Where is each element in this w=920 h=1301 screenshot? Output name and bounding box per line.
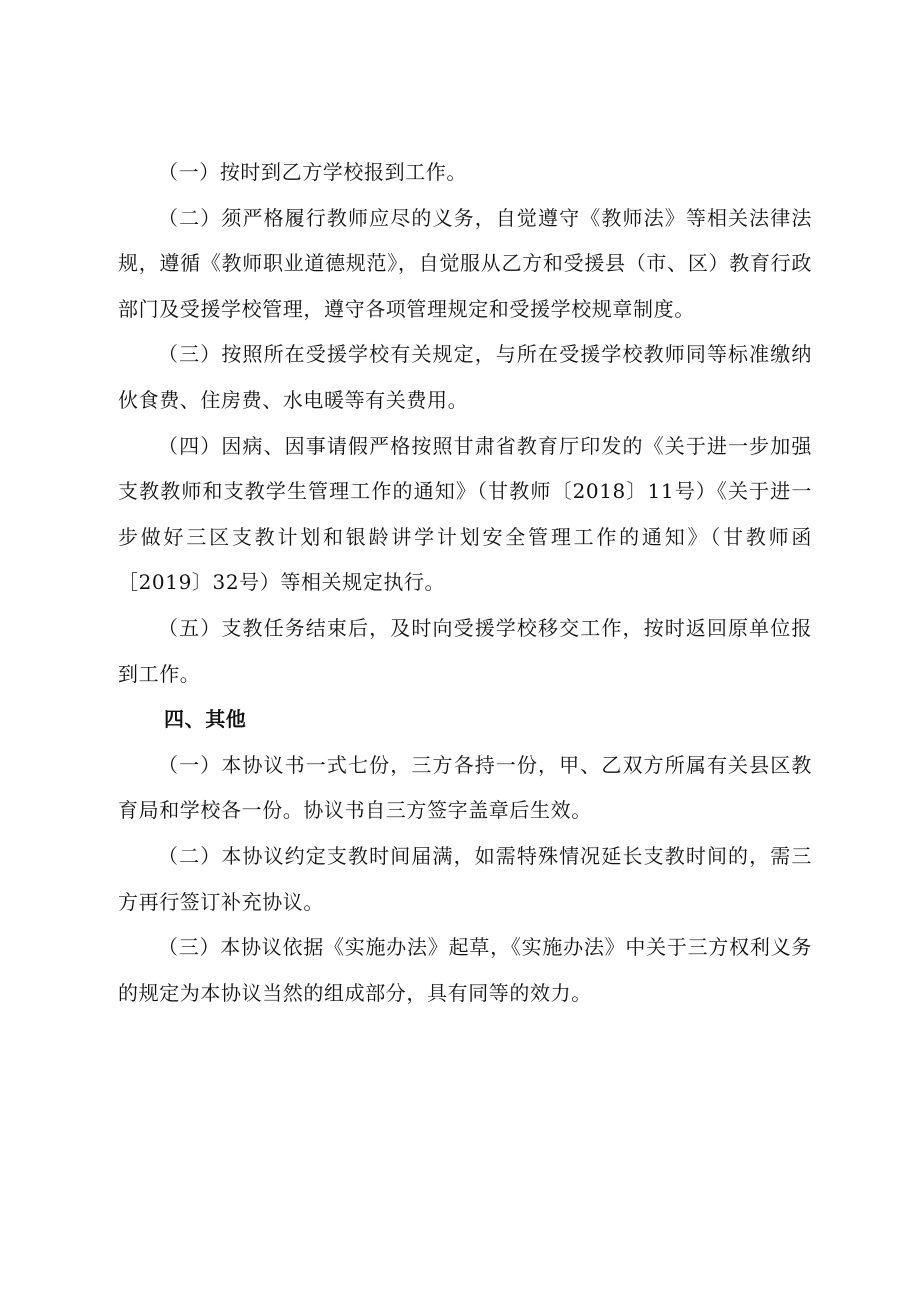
section-heading-other: 四、其他 (164, 707, 247, 732)
document-page (118, 150, 812, 1016)
paragraph-other-1: （一）本协议书一式七份，三方各持一份，甲、乙双方所属有关县区教育局和学校各一份。协议书自三方签字盖章后生效。 (118, 752, 812, 823)
paragraph-obligation-3: （三）按照所在受援学校有关规定，与所在受援学校教师同等标准缴纳伙食费、住房费、水电暖等有关费用。 (118, 342, 812, 412)
paragraph-other-3: （三）本协议依据《实施办法》起草，《实施办法》中关于三方权利义务的规定为本协议当然的组成部分，具有同等的效力。 (118, 935, 812, 1005)
paragraph-obligation-5: （五）支教任务结束后，及时向受援学校移交工作，按时返回原单位报到工作。 (118, 615, 812, 686)
paragraph-other-2: （二）本协议约定支教时间届满，如需特殊情况延长支教时间的，需三方再行签订补充协议。 (118, 843, 812, 914)
paragraph-obligation-4: （四）因病、因事请假严格按照甘肃省教育厅印发的《关于进一步加强支教教师和支教学生管理工作的通知》（甘教师〔2018〕11号）《关于进一步做好三区支教计划和银龄讲学计划安全管理工作的通知》（甘教师函［2019〕32号）等相关规定执行。 (118, 433, 812, 595)
paragraph-obligation-2: （二）须严格履行教师应尽的义务，自觉遵守《教师法》等相关法律法规，遵循《教师职业道德规范》，自觉服从乙方和受援县（市、区）教育行政部门及受援学校管理，遵守各项管理规定和受援学校规章制度。 (118, 205, 812, 321)
paragraph-obligation-1: （一）按时到乙方学校报到工作。 (158, 160, 467, 184)
